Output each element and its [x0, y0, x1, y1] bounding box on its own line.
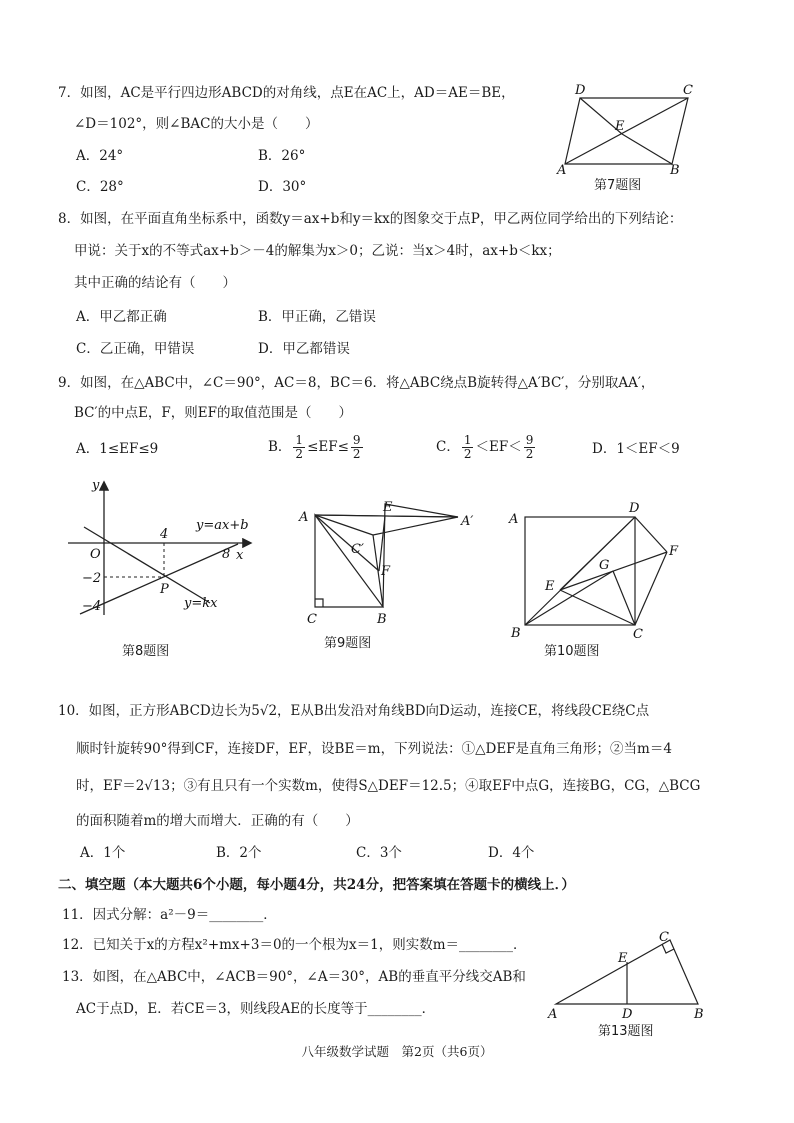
frac-denominator: 2 — [352, 447, 361, 461]
q8-option-a: A．甲乙都正确 — [76, 309, 167, 325]
q10-option-a: A．1个 — [80, 845, 126, 861]
q9-caption: 第9题图 — [324, 636, 372, 651]
q7-line1: 7．如图，AC是平行四边形ABCD的对角线，点E在AC上，AD＝AE＝BE， — [58, 85, 515, 101]
q13-label-c: C — [659, 930, 669, 945]
q12: 12．已知关于x的方程x²+mx+3＝0的一个根为x＝1，则实数m＝________． — [62, 937, 527, 953]
q8-label-neg2: −2 — [82, 571, 102, 586]
q10-line3: 时，EF＝2√13；③有且只有一个实数m，使得S△DEF＝12.5；④取EF中点G，连接BG，CG，△BCG — [76, 778, 701, 794]
page-footer: 八年级数学试题 第2页（共6页） — [301, 1044, 493, 1059]
q9-segment-aa2 — [315, 515, 458, 517]
q11: 11．因式分解：a²－9＝________． — [62, 907, 277, 923]
q10-label-f: F — [669, 544, 679, 559]
q13-line1: 13．如图，在△ABC中，∠ACB＝90°，∠A＝30°，AB的垂直平分线交AB和 — [62, 969, 526, 985]
q13-line2: AC于点D，E．若CE＝3，则线段AE的长度等于________． — [76, 1001, 436, 1017]
q8-label-y: y — [92, 478, 100, 493]
q10-label-d: D — [629, 501, 640, 516]
q10-segment-df — [635, 517, 667, 552]
q9-segment-c2a2 — [373, 517, 458, 535]
q9-triangle-abc — [315, 515, 383, 607]
q8-caption: 第8题图 — [122, 644, 170, 659]
q9-option-c-frac2 — [524, 434, 536, 461]
q10-option-d: D．4个 — [488, 845, 535, 861]
q9-option-d: D．1＜EF＜9 — [592, 441, 680, 457]
q10-label-a: A — [509, 512, 519, 527]
q13-label-a: A — [548, 1007, 558, 1022]
q9-option-b-prefix: B． — [268, 439, 292, 455]
q7-segment-eb — [622, 134, 672, 164]
q8-label-4: 4 — [160, 527, 169, 542]
q10-option-b: B．2个 — [216, 845, 262, 861]
q8-label-8: 8 — [222, 547, 231, 562]
q10-segment-ec — [560, 590, 635, 625]
q7-line2: ∠D＝102°，则∠BAC的大小是（ ） — [74, 116, 319, 132]
frac-denominator: 2 — [295, 447, 304, 461]
frac-numerator: 9 — [352, 433, 361, 447]
q9-option-c-relation: ＜EF＜ — [475, 439, 522, 455]
q9-line1: 9．如图，在△ABC中，∠C＝90°，AC＝8，BC＝6．将△ABC绕点B旋转得△A′BC′，分别取AA′， — [58, 375, 655, 391]
q7-label-a: A — [557, 163, 567, 175]
q8-label-x: x — [236, 548, 244, 563]
q10-segment-ed — [560, 517, 635, 590]
q10-option-c: C．3个 — [356, 845, 402, 861]
q10-label-c: C — [633, 627, 643, 642]
q9-label-f: F — [381, 564, 391, 579]
q13-label-d: D — [622, 1007, 633, 1022]
q8-line1: 8．如图，在平面直角坐标系中，函数y＝ax+b和y＝kx的图象交于点P，甲乙两位同学给出的下列结论： — [58, 211, 683, 227]
q7-diagonal-ac — [565, 98, 688, 164]
q9-option-b — [268, 432, 365, 462]
q9-triangle-a2bc2 — [315, 504, 458, 607]
frac-numerator: 1 — [295, 433, 304, 447]
q10-figure — [505, 495, 695, 645]
q13-figure — [544, 928, 714, 1023]
q13-label-b: B — [694, 1007, 704, 1022]
frac-numerator: 1 — [463, 433, 472, 447]
q9-option-a: A．1≤EF≤9 — [76, 441, 159, 457]
q10-label-g: G — [599, 558, 610, 573]
q9-label-c: C — [307, 612, 317, 627]
q8-option-c: C．乙正确，甲错误 — [76, 341, 195, 357]
q7-label-c: C — [683, 83, 693, 98]
q9-option-c — [436, 432, 537, 462]
section-fill-in-heading: 二、填空题（本大题共6个小题，每小题4分，共24分，把答案填在答题卡的横线上．） — [58, 877, 575, 893]
q9-figure — [295, 495, 490, 630]
q9-option-c-frac1 — [462, 434, 474, 461]
q9-segment-af — [315, 515, 379, 571]
q8-label-o: O — [90, 547, 101, 562]
q7-option-d: D．30° — [258, 179, 307, 195]
q10-caption: 第10题图 — [544, 644, 600, 659]
q9-label-a: A — [299, 510, 309, 525]
q10-line1: 10．如图，正方形ABCD边长为5√2，E从B出发沿对角线BD向D运动，连接CE，将线段CE绕C点 — [58, 703, 650, 719]
q9-label-e: E — [383, 500, 393, 515]
q8-option-b: B．甲正确，乙错误 — [258, 309, 376, 325]
q8-label-p: P — [160, 582, 169, 597]
q10-line2: 顺时针旋转90°得到CF，连接DF，EF，设BE＝m，下列说法：①△DEF是直角三角形；②当m＝4 — [76, 741, 672, 757]
q10-label-e: E — [545, 579, 555, 594]
q8-label-neg4: −4 — [82, 599, 102, 614]
q7-caption: 第7题图 — [594, 178, 642, 193]
q7-option-a: A．24° — [76, 148, 124, 164]
frac-numerator: 9 — [525, 433, 534, 447]
q10-label-b: B — [511, 626, 521, 641]
q9-label-a-prime: A′ — [461, 514, 474, 529]
frac-denominator: 2 — [463, 447, 472, 461]
q8-line2: 甲说：关于x的不等式ax+b＞－4的解集为x＞0；乙说：当x＞4时，ax+b＜kx； — [74, 243, 561, 259]
q9-option-b-relation: ≤EF≤ — [307, 439, 349, 455]
q10-line4: 的面积随着m的增大而增大．正确的有（ ） — [76, 813, 359, 829]
q9-label-b: B — [377, 612, 387, 627]
q7-option-b: B．26° — [258, 148, 306, 164]
q7-label-d: D — [575, 83, 586, 98]
q8-line3: 其中正确的结论有（ ） — [74, 275, 236, 291]
q7-option-c: C．28° — [76, 179, 124, 195]
q7-figure — [555, 80, 705, 175]
q8-figure — [60, 475, 260, 635]
frac-denominator: 2 — [525, 447, 534, 461]
q13-caption: 第13题图 — [598, 1024, 654, 1039]
q9-option-b-frac2 — [351, 434, 363, 461]
q13-label-e: E — [618, 951, 628, 966]
q9-option-c-prefix: C． — [436, 439, 460, 455]
q10-segment-bg — [525, 571, 613, 625]
q10-segment-cf — [635, 552, 667, 625]
q9-line2: BC′的中点E，F，则EF的取值范围是（ ） — [74, 405, 353, 421]
q8-option-d: D．甲乙都错误 — [258, 341, 350, 357]
q9-right-angle-mark — [315, 599, 323, 607]
q7-label-e: E — [615, 119, 625, 134]
q9-segment-ac2 — [315, 515, 373, 535]
q7-label-b: B — [670, 163, 680, 175]
q8-label-line2: y=kx — [184, 596, 218, 611]
q9-option-b-frac1 — [293, 434, 305, 461]
q8-label-line1: y=ax+b — [196, 518, 249, 533]
q9-label-c-prime: C′ — [351, 542, 364, 557]
